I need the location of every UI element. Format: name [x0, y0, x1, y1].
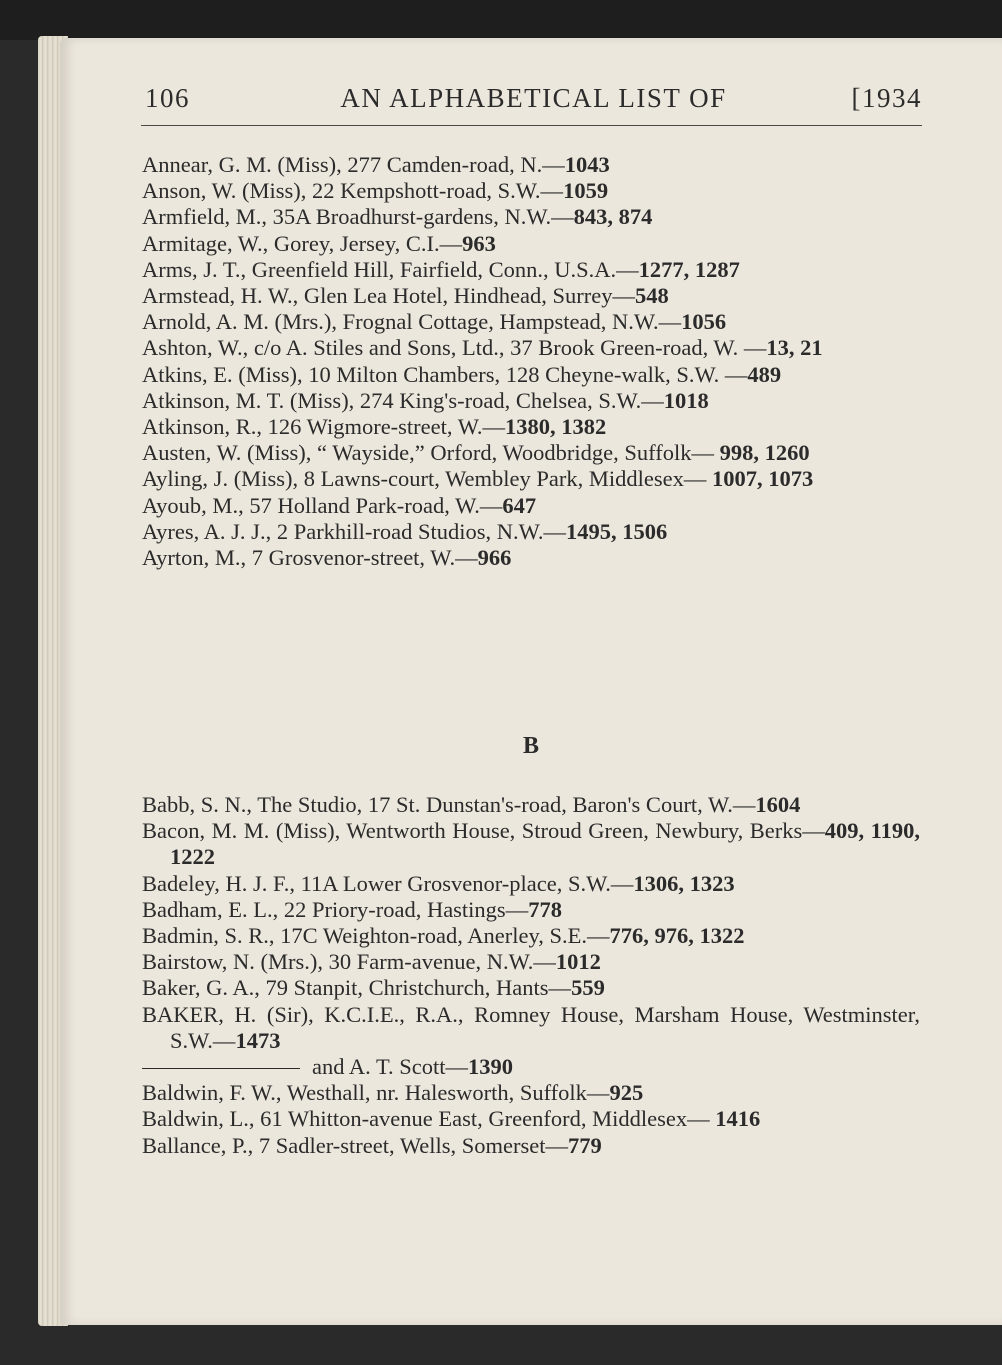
- list-item: Ayling, J. (Miss), 8 Lawns-court, Wembley Park, Middlesex— 1007, 1073: [142, 466, 814, 492]
- list-item: Ayrton, M., 7 Grosvenor-street, W.—966: [142, 545, 512, 571]
- ditto-dash: [142, 1068, 300, 1069]
- entries-section-b: [142, 792, 920, 1159]
- running-header: [145, 83, 922, 125]
- page-number: 106: [145, 83, 190, 113]
- list-item: Atkinson, R., 126 Wigmore-street, W.—1380, 1382: [142, 414, 607, 440]
- list-item: Arnold, A. M. (Mrs.), Frognal Cottage, Hampstead, N.W.—1056: [142, 309, 727, 335]
- list-item: Armfield, M., 35A Broadhurst-gardens, N.W.—843, 874: [142, 204, 653, 230]
- list-item: BAKER, H. (Sir), K.C.I.E., R.A., Romney House, Marsham House, Westminster, S.W.—1473: [142, 1001, 920, 1053]
- section-letter-b: B: [522, 733, 539, 759]
- list-item: Bairstow, N. (Mrs.), 30 Farm-avenue, N.W.—1012: [142, 949, 601, 975]
- list-item: Badmin, S. R., 17C Weighton-road, Anerley, S.E.—776, 976, 1322: [142, 923, 745, 949]
- list-item: Bacon, M. M. (Miss), Wentworth House, Stroud Green, Newbury, Berks—409, 1190, 1222: [142, 818, 920, 870]
- list-item-ditto: and A. T. Scott—1390: [142, 1054, 920, 1080]
- list-item: Anson, W. (Miss), 22 Kempshott-road, S.W.—1059: [142, 178, 609, 204]
- list-item: Armitage, W., Gorey, Jersey, C.I.—963: [142, 230, 496, 256]
- list-item: Atkins, E. (Miss), 10 Milton Chambers, 128 Cheyne-walk, S.W. —489: [142, 361, 782, 387]
- list-item: Atkinson, M. T. (Miss), 274 King's-road, Chelsea, S.W.—1018: [142, 387, 709, 413]
- header-year: [1934: [851, 83, 922, 113]
- list-item: Annear, G. M. (Miss), 277 Camden-road, N.—1043: [142, 152, 610, 177]
- list-item: Armstead, H. W., Glen Lea Hotel, Hindhead, Surrey—548: [142, 283, 669, 309]
- scan-background: [0, 0, 1002, 40]
- list-item: Ashton, W., c/o A. Stiles and Sons, Ltd., 37 Brook Green-road, W. —13, 21: [142, 335, 823, 361]
- list-item: Arms, J. T., Greenfield Hill, Fairfield, Conn., U.S.A.—1277, 1287: [142, 256, 740, 282]
- list-item: Baldwin, F. W., Westhall, nr. Halesworth, Suffolk—925: [142, 1080, 644, 1106]
- list-item: Ayoub, M., 57 Holland Park-road, W.—647: [142, 492, 537, 518]
- page-title: AN ALPHABETICAL LIST OF: [340, 83, 727, 113]
- header-rule: [141, 125, 922, 126]
- list-item: Ayres, A. J. J., 2 Parkhill-road Studios, N.W.—1495, 1506: [142, 518, 668, 544]
- list-item: Babb, S. N., The Studio, 17 St. Dunstan's-road, Baron's Court, W.—1604: [142, 792, 801, 817]
- list-item: Badeley, H. J. F., 11A Lower Grosvenor-place, S.W.—1306, 1323: [142, 870, 735, 896]
- list-item: Badham, E. L., 22 Priory-road, Hastings—778: [142, 896, 562, 922]
- list-item: Ballance, P., 7 Sadler-street, Wells, Somerset—779: [142, 1132, 602, 1158]
- entries-section-a: [142, 152, 920, 571]
- list-item: Austen, W. (Miss), “ Wayside,” Orford, Woodbridge, Suffolk— 998, 1260: [142, 440, 810, 466]
- list-item: Baldwin, L., 61 Whitton-avenue East, Greenford, Middlesex— 1416: [142, 1106, 761, 1132]
- list-item: Baker, G. A., 79 Stanpit, Christchurch, Hants—559: [142, 975, 605, 1001]
